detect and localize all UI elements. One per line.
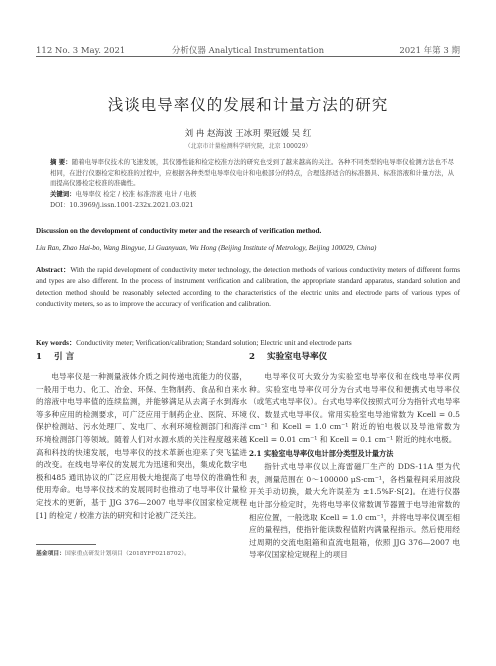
english-keywords-text: Conductivity meter; Verification/calibration; Standard solution; Electric unit and electrode parts (76, 339, 352, 347)
funding-label: 基金项目： (36, 551, 65, 557)
english-keywords-label: Key words： (36, 339, 77, 347)
section-1-heading (36, 350, 247, 362)
english-abstract-text: With the rapid development of conductivity meter technology, the detection methods of various conductivity meters of different forms and types are also different. In the process of instrument verification and calibration, the appropriate standard apparatus, standard solution and detection method should be reasonably selected according to the characteristics of the electric units and electrode parts of various types of conductivity meters, so as to improve the accuracy of verification and calibration. (36, 266, 460, 309)
abstract-label: 摘 要： (50, 158, 72, 166)
section-2-paragraph-2: 指针式电导率仪以上海雷磁厂生产的 DDS-11A 型为代表，测量范围在 0～100000 μS·cm⁻¹，各档量程间采用波段开关手动切换，最大允许误差为 ±1.5%F·S[2]。在进行仪器电计部分检定时，先将电导率仪常数调节器置于电导池常数的相应位置，一般选取 Kcell = 1.0 cm⁻¹，并将电导率仪调至相应的量程挡，使指针能读数程值附内满量程指示。然后使用经过周期的交流电阻箱和直流电阻箱，依照 JJG 376—2007 电导率仪国家检定规程上的项目 (249, 462, 460, 560)
doi: DOI：10.3969/j.issn.1001-232x.2021.03.021 (50, 200, 194, 209)
section-2-heading (249, 350, 460, 362)
authors: 刘 冉 赵海波 王冰玥 栗冠媛 吴 红 (184, 129, 312, 139)
keywords-label: 关键词： (50, 190, 76, 199)
section-2-title: 实验室电导率仪 (266, 352, 328, 362)
left-column (36, 350, 247, 522)
english-title: Discussion on the development of conductivity meter and the research of verification method. (36, 227, 322, 235)
running-header (36, 44, 460, 56)
affiliation: （北京市计量检测科学研究院，北京 100029） (184, 143, 312, 150)
header-page-issue: 112 No. 3 May. 2021 (36, 46, 126, 56)
keywords-text: 电导率仪 检定 / 校准 标准溶液 电计 / 电极 (75, 190, 197, 199)
header-issue: 2021 年第 3 期 (399, 46, 460, 56)
english-authors: Liu Ran, Zhao Hai-bo, Wang Bingyue, Li Guanyuan, Wu Hong (Beijing Institute of Metrology, Beijing 100029, China) (36, 244, 377, 252)
section-1-paragraph: 电导率仪是一种测量液体介质之间传递电流能力的仪器，一般用于电力、化工、冶金、环保、生物制药、食品和自来水的溶液中电导率值的连续监测，并能够满足从去离子水到海水等多种应用的检测要求，可广泛应用于制药企业、医院、环境保护检测站、污水处理厂、发电厂、水利环境检测部门和海洋环境检测部门等领域。随着人们对水源水质的关注程度越来越高和科技的快速发展，电导率仪的技术革新也迎来了突飞猛进的改变。在线电导率仪的发展尤为迅速和突出，集成化数字电极和485 通讯协议的广泛应用极大地提高了电导仪的准确性和使用寿命。电导率仪技术的发展同时也推动了电导率仪计量检定技术的更新，基于 JJG 376—2007 电导率仪国家检定规程[1] 的检定 / 校准方法的研究和讨论被广泛关注。 (36, 372, 247, 520)
funding-text: 国家重点研发计划项目（2018YFF0218702）。 (65, 551, 190, 557)
english-abstract (36, 265, 460, 311)
header-rule (36, 56, 460, 57)
header-journal-name: 分析仪器 Analytical Instrumentation (171, 46, 325, 56)
section-1-number: 1 (36, 352, 42, 362)
section-1-title: 引 言 (53, 352, 75, 362)
subsection-2-1-heading: 2.1 实验室电导率仪电计部分类型及计量方法 (249, 448, 394, 458)
right-column (249, 350, 460, 562)
keywords-line (50, 189, 454, 200)
english-keywords (36, 338, 460, 349)
english-abstract-label: Abstract： (36, 266, 71, 274)
section-2-number: 2 (249, 352, 255, 362)
funding-footnote (36, 548, 190, 557)
paper-title: 浅谈电导率仪的发展和计量方法的研究 (107, 96, 389, 114)
chinese-abstract (50, 157, 454, 211)
abstract-text: 随着电导率仪技术的飞速发展，其仪器性能和检定校准方法的研究也受到了越来越高的关注。各种不同类型的电导率仪检测方法也不尽相同，在进行仪器检定和校准的过程中，应根据各种类型电导率仪电计和电极部分的特点，合理选择适合的标准器具、标准溶液和计量方法，从而提高仪器检定校准的准确性。 (50, 158, 454, 188)
section-2-paragraph-1: 电导率仪可大致分为实验室电导率仪和在线电导率仪两种。实验室电导率仪可分为台式电导率仪和便携式电导率仪（或笔式电导率仪）。台式电导率仪按照式可分为指针式电导率仪、数显式电导率仪。常用实验室电导池常数为 Kcell = 0.5 cm⁻¹ 和 Kcell = 1.0 cm⁻¹ 附近的铂电极以及导池常数为 Kcell = 0.01 cm⁻¹ 和 Kcell = 0.1 cm⁻¹ 附近的纯水电极。 (249, 372, 460, 444)
footnote-rule (36, 544, 96, 545)
abstract-paragraph (50, 157, 454, 189)
